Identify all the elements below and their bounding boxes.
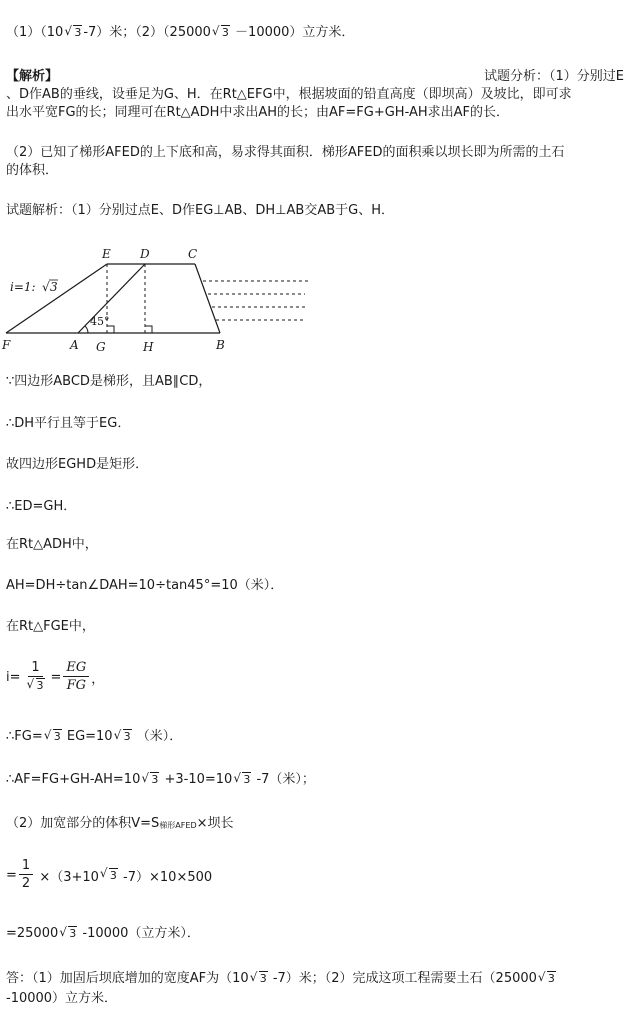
angle-arc bbox=[85, 326, 88, 333]
label-a: A bbox=[70, 338, 79, 352]
sqrt-symbol: √ 3 bbox=[212, 24, 230, 42]
slope-equation: i= 1 √ 3 = $\frac{EG}{FG}$ ， bbox=[6, 660, 624, 695]
label-g: G bbox=[96, 340, 106, 354]
label-f: F bbox=[2, 338, 11, 352]
analysis-label: 【解析】 bbox=[6, 69, 59, 84]
side-ad bbox=[78, 264, 145, 333]
answer-text: －10000）立方米． bbox=[230, 25, 355, 40]
angle-label: 45° bbox=[90, 315, 110, 328]
analysis-line: （2）已知了梯形AFED的上下底和高，易求得其面积．梯形AFED的面积乘以坝长即为所需的土石 bbox=[6, 145, 565, 160]
trapezoid-figure bbox=[0, 243, 320, 358]
analysis-line: 、D作AB的垂线，设垂足为G、H．在Rt△EFG中，根据坡面的铅直高度（即坝高）及坡比，即可求 bbox=[6, 87, 572, 102]
analysis-line: 的体积． bbox=[6, 163, 59, 178]
solution-step: 在Rt△ADH中， bbox=[6, 537, 98, 552]
solution-step: = $\frac{1}{2}$ ×（3+10√ 3 -7）×10×500 bbox=[6, 858, 624, 893]
analysis-line: 出水平宽FG的长；同理可在Rt△ADH中求出AH的长；由AF=FG+GH-AH求出AF的长． bbox=[6, 105, 510, 120]
label-c: C bbox=[188, 247, 198, 261]
solution-step: ∴ED=GH． bbox=[6, 499, 77, 514]
fraction: $\frac{EG}{FG}$ bbox=[63, 660, 89, 695]
fraction: 1 √ 3 bbox=[23, 660, 49, 695]
answer-text: （1）（10 bbox=[6, 25, 64, 40]
label-h: H bbox=[143, 340, 154, 354]
answer-text: -7）米；（2）（25000 bbox=[83, 25, 211, 40]
solution-step: （2）加宽部分的体积V=S梯形AFED×坝长 bbox=[6, 816, 234, 831]
sqrt-symbol: √ 3 bbox=[64, 24, 82, 42]
right-angle-h bbox=[145, 326, 152, 333]
side-cb bbox=[195, 264, 220, 333]
solution-step: ∴AF=FG+GH-AH=10√ 3 +3-10=10√ 3 -7（米）； bbox=[6, 771, 624, 789]
final-answer: 答：（1）加固后坝底增加的宽度AF为（10√ 3 -7）米；（2）完成这项工程需要土石（25000√ 3 bbox=[6, 970, 624, 988]
analysis-header bbox=[6, 68, 624, 86]
label-d: D bbox=[140, 247, 150, 261]
solution-step: 故四边形EGHD是矩形． bbox=[6, 457, 149, 472]
solution-step: ∴DH平行且等于EG． bbox=[6, 416, 131, 431]
solution-step: ∵四边形ABCD是梯形，且AB∥CD， bbox=[6, 374, 212, 389]
solution-step: ∴FG=√ 3 EG=10√ 3 （米）． bbox=[6, 728, 624, 746]
final-answer-cont: -10000）立方米． bbox=[6, 991, 118, 1006]
slope-root: 3 bbox=[50, 280, 58, 294]
label-b: B bbox=[216, 338, 225, 352]
fraction: $\frac{1}{2}$ bbox=[19, 858, 33, 893]
analysis-right-text: 试题分析：（1）分别过E bbox=[484, 69, 624, 84]
solution-step: 在Rt△FGE中， bbox=[6, 619, 95, 634]
answer-line bbox=[6, 24, 624, 42]
slope-label: i=1: bbox=[10, 280, 36, 294]
solution-intro: 试题解析：（1）分别过点E、D作EG⊥AB、DH⊥AB交AB于G、H． bbox=[6, 203, 395, 218]
solution-step: AH=DH÷tan∠DAH=10÷tan45°=10（米）． bbox=[6, 578, 284, 593]
slope-root-sign: √ bbox=[42, 280, 50, 294]
label-e: E bbox=[102, 247, 111, 261]
solution-step: =25000√ 3 -10000（立方米）． bbox=[6, 925, 624, 943]
